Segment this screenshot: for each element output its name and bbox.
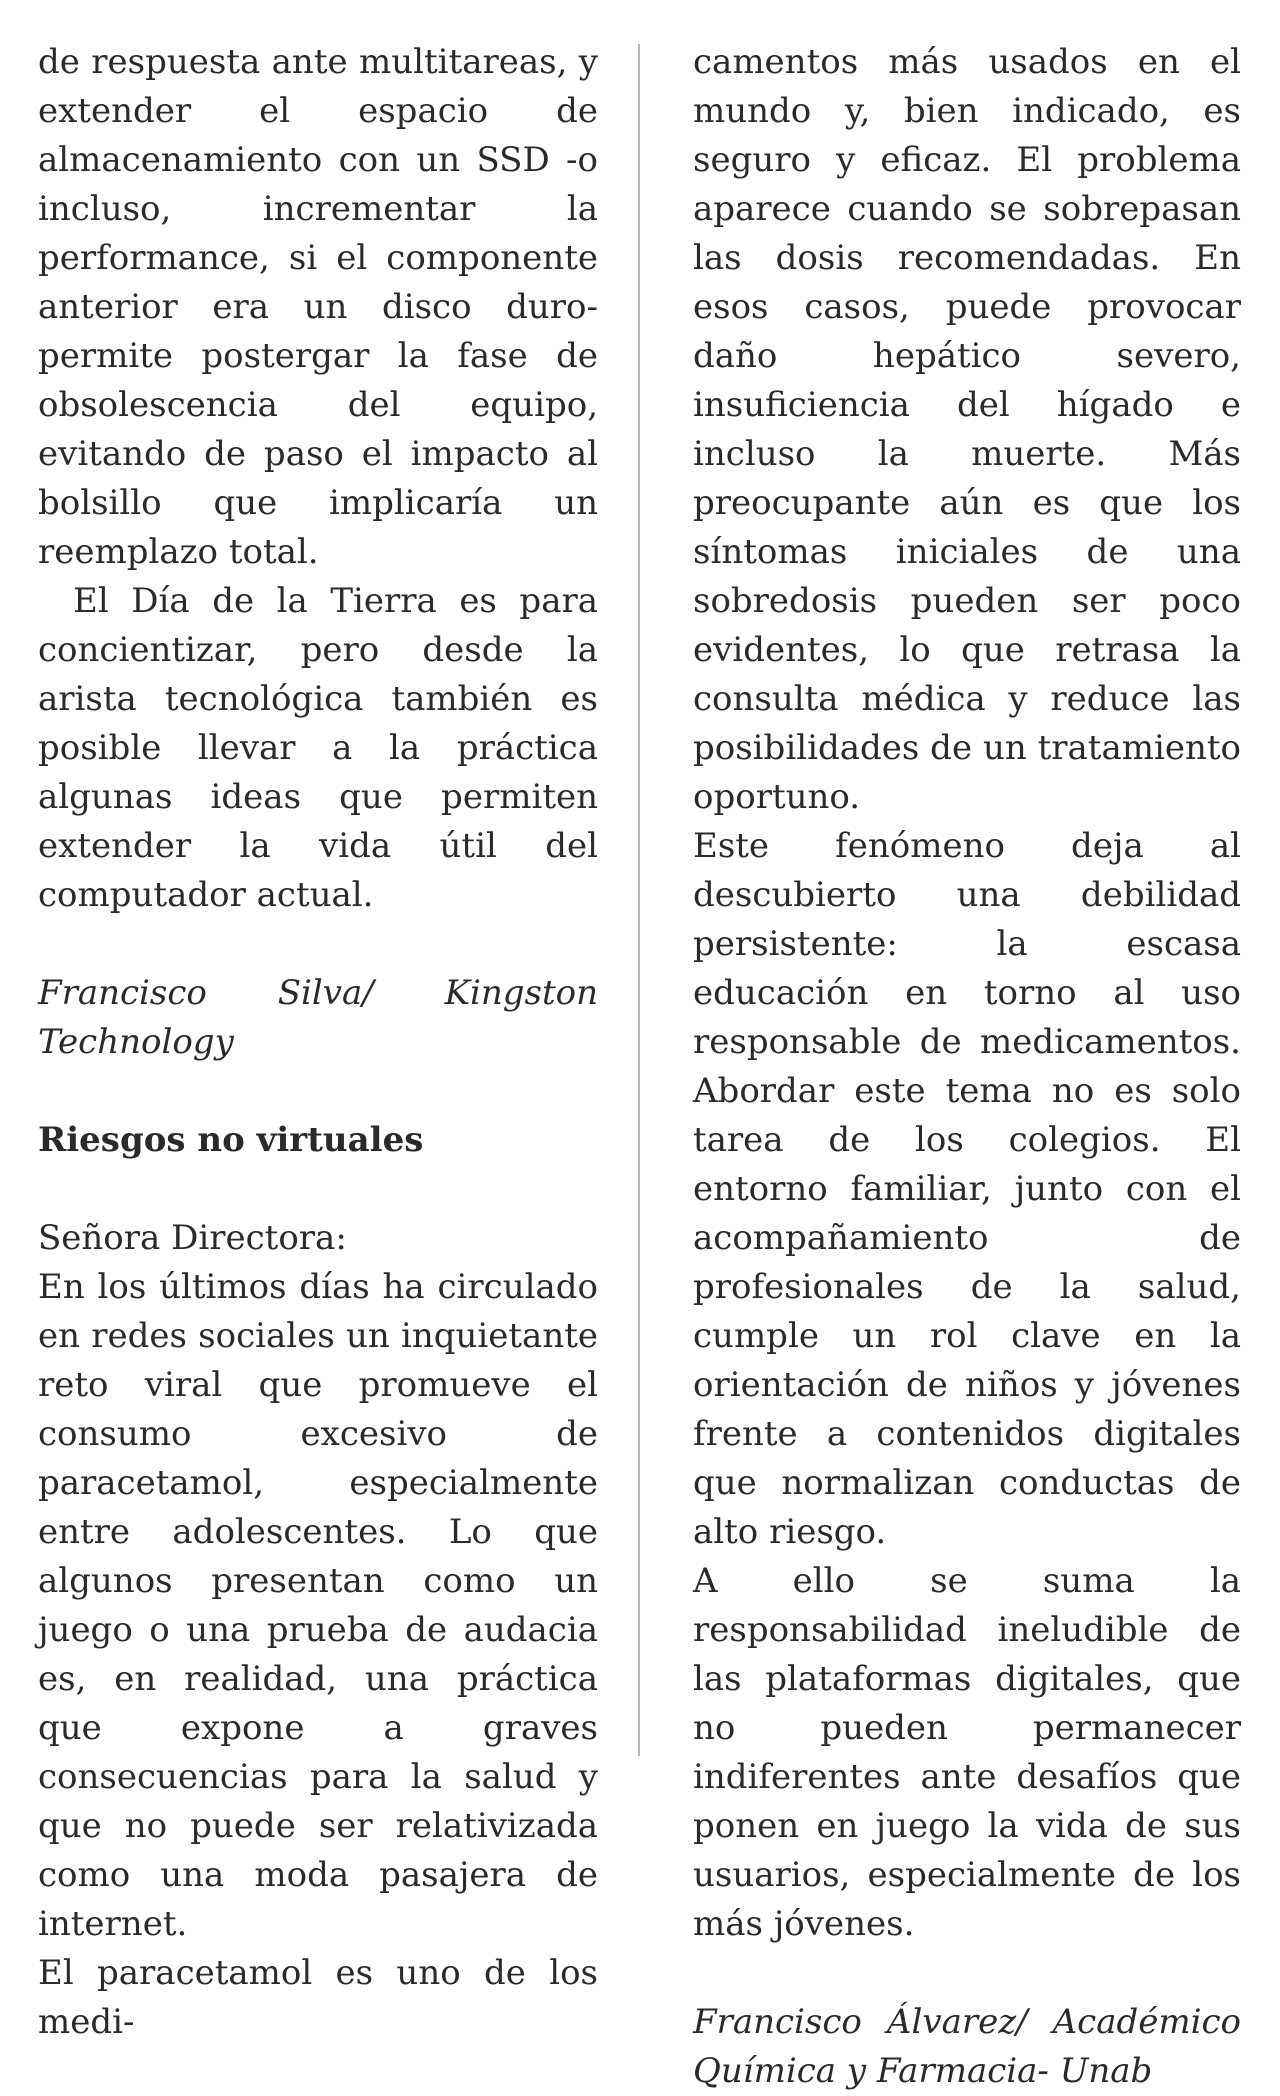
letter-paragraph: camentos más usados en el mundo y, bien indicado, es seguro y eficaz. El problema aparece cuando se sobrepasan las dosis recomendadas. En esos casos, puede provocar daño hepático severo, insuficiencia del hígado e incluso la muerte. Más preocupante aún es que los síntomas iniciales de una sobredosis pueden ser poco evidentes, lo que retrasa la consulta médica y reduce las posibilidades de un tratamiento oportuno. bbox=[693, 42, 1241, 817]
letter-paragraph: de respuesta ante multitareas, y extender el espacio de almacenamiento con un SSD -o incluso, incrementar la performance, si el componente anterior era un disco duro- permite postergar la fase de obsolescencia del equipo, evitando de paso el impacto al bolsillo que implicaría un reemplazo total. bbox=[38, 42, 598, 572]
letter-heading: Riesgos no virtuales bbox=[38, 1120, 424, 1160]
letter-paragraph: El Día de la Tierra es para concientizar, pero desde la arista tecnológica también es posible llevar a la práctica algunas ideas que permiten extender la vida útil del computador actual. bbox=[38, 581, 598, 915]
letter-signature: Francisco Álvarez/ Académico Química y Farmacia- Unab bbox=[693, 2002, 1241, 2091]
column-divider bbox=[638, 44, 640, 1756]
letter-paragraph: Este fenómeno deja al descubierto una debilidad persistente: la escasa educación en torno al uso responsable de medicamentos. Abordar este tema no es solo tarea de los colegios. El entorno familiar, junto con el acompañamiento de profesionales de la salud, cumple un rol clave en la orientación de niños y jóvenes frente a contenidos digitales que normalizan conductas de alto riesgo. bbox=[693, 826, 1241, 1552]
right-column bbox=[693, 38, 1241, 2096]
letter-paragraph: El paracetamol es uno de los medi- bbox=[38, 1953, 598, 2042]
left-column bbox=[38, 38, 598, 2047]
spacer bbox=[38, 1067, 598, 1116]
spacer bbox=[38, 1165, 598, 1214]
letter-paragraph: A ello se suma la responsabilidad ineludible de las plataformas digitales, que no pueden permanecer indiferentes ante desafíos que ponen en juego la vida de sus usuarios, especialmente de los más jóvenes. bbox=[693, 1561, 1241, 1944]
spacer bbox=[38, 920, 598, 969]
letter-paragraph: En los últimos días ha circulado en redes sociales un inquietante reto viral que promueve el consumo excesivo de paracetamol, especialmente entre adolescentes. Lo que algunos presentan como un juego o una prueba de audacia es, en realidad, una práctica que expone a graves consecuencias para la salud y que no puede ser relativizada como una moda pasajera de internet. bbox=[38, 1267, 598, 1944]
spacer bbox=[693, 1949, 1241, 1998]
letter-signature: Francisco Silva/ Kingston Technology bbox=[38, 973, 598, 1062]
letter-salutation: Señora Directora: bbox=[38, 1218, 347, 1258]
